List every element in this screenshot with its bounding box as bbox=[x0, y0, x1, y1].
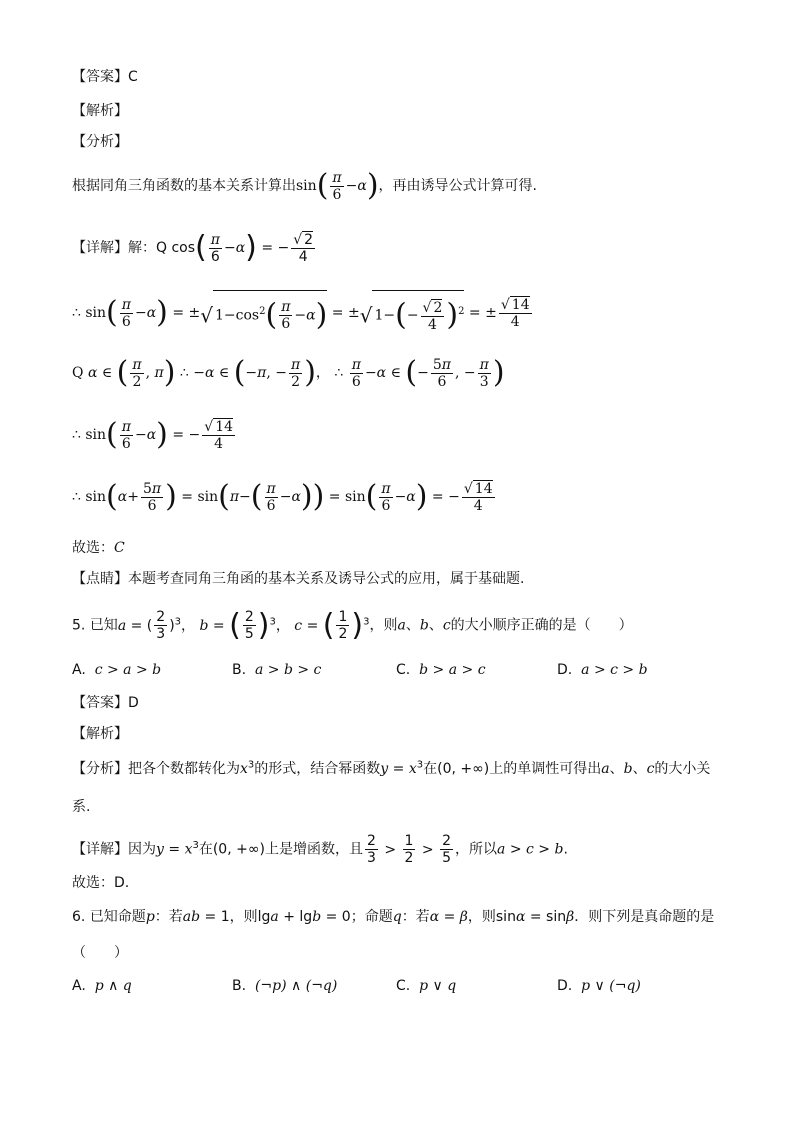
q4-detail-line2 bbox=[72, 290, 534, 337]
q5-option-c[interactable]: C. b > a > c bbox=[396, 662, 486, 678]
answer-value: C bbox=[128, 69, 138, 85]
q4-fenxi-label: 【分析】 bbox=[72, 134, 128, 150]
q5-option-b[interactable]: B. a > b > c bbox=[232, 662, 322, 678]
q5-option-d[interactable]: D. a > c > b bbox=[557, 662, 648, 678]
q4-answer bbox=[72, 66, 138, 86]
math-final: ∴ sin(α+ $\frac{5\pi}{6}$ ) = sin(π−( $\frac{\pi}{6}$ −α)) = sin( $\frac{\pi}{6}$ −α) = − $\frac{√ 14}{4}$ bbox=[72, 479, 493, 514]
math-abc-def: a = ( $\frac{2}{3}$ )$^3$， b = ( $\frac{2}{5}$ )$^3$， c = ( $\frac{1}{2}$ )$^3$ bbox=[117, 607, 370, 643]
q4-detail-line5 bbox=[72, 476, 497, 518]
q6-option-c[interactable]: C. p ∨ q bbox=[396, 978, 457, 994]
math-sin-value: ∴ sin( $\frac{\pi}{6}$ −α) = − $\frac{√ 14}{4}$ bbox=[72, 417, 234, 452]
q6-option-d[interactable]: D. p ∨ (¬q) bbox=[557, 978, 641, 994]
q5-option-a[interactable]: A. c > a > b bbox=[72, 662, 162, 678]
math-cos-given: Q cos( $\frac{\pi}{6}$ −α) = − $\frac{√ 2}{4}$ bbox=[156, 230, 314, 265]
detail-label: 【详解】 bbox=[72, 240, 128, 256]
q6-paren: （ ） bbox=[72, 945, 128, 961]
q4-choose: 故选：C bbox=[72, 540, 125, 556]
q4-detail-line3: Q α ∈ ( $\frac{\pi}{2}$ , π) ∴ −α ∈ (−π, − $\frac{\pi}{2}$ )， ∴ $\frac{\pi}{6}$ −α ∈ (− $\frac{5\pi}{6}$ , − $\frac{\pi}{3}$ ) bbox=[72, 355, 505, 390]
q6-option-b[interactable]: B. (¬p) ∧ (¬q) bbox=[232, 978, 338, 994]
q6-option-a[interactable]: A. p ∧ q bbox=[72, 978, 132, 994]
q6-stem: 6. 已知命题p：若ab = 1，则lga + lgb = 0；命题q：若α = β，则sinα = sinβ．则下列是真命题的是 bbox=[72, 909, 715, 925]
math-sin-sqrt: ∴ sin( $\frac{\pi}{6}$ −α) = ±√ $1-\cos^2$( $\frac{\pi}{6}$ −α) = ±√ 1−(− $\frac{√ 2}{4}$ )$^2$ = ± $\frac{√ 14}{4}$ bbox=[72, 305, 534, 321]
q4-comment: 【点睛】本题考查同角三角函的基本关系及诱导公式的应用，属于基础题. bbox=[72, 571, 525, 587]
answer-label: 【答案】 bbox=[72, 69, 128, 85]
q5-fenxi-cont: 系. bbox=[72, 799, 91, 815]
q4-detail-line1: 【详解】解：Q cos( $\frac{\pi}{6}$ −α) = − $\frac{√ 2}{4}$ bbox=[72, 228, 317, 268]
q5-fenxi: 【分析】把各个数都转化为$x^3$的形式，结合幂函数$y = x^3$在(0, +∞)上的单调性可得出a、b、c的大小关 bbox=[72, 759, 711, 777]
q5-choose: 故选：D. bbox=[72, 875, 130, 891]
q5-detail: 【详解】因为$y = x^3$在(0, +∞)上是增函数，且 $\frac{2}{3}$ > $\frac{1}{2}$ > $\frac{2}{5}$ ，所以a > c > b. bbox=[72, 833, 568, 867]
q4-fenxi-text: 根据同角三角函数的基本关系计算出sin( $\frac{\pi}{6}$ −α)，再由诱导公式计算可得. bbox=[72, 168, 537, 203]
q4-analysis-label: 【解析】 bbox=[72, 103, 128, 119]
math-shift-range: ∴ $\frac{\pi}{6}$ −α ∈ (− $\frac{5\pi}{6}$ , − $\frac{\pi}{3}$ ) bbox=[329, 355, 505, 390]
math-compare: $\frac{2}{3}$ > $\frac{1}{2}$ > $\frac{2}{5}$ bbox=[366, 833, 452, 867]
q5-analysis-label: 【解析】 bbox=[72, 726, 128, 742]
math-sin-expr: sin( $\frac{\pi}{6}$ −α) bbox=[296, 168, 379, 203]
q5-stem: 5. 已知a = ( $\frac{2}{3}$ )$^3$， b = ( $\frac{2}{5}$ )$^3$， c = ( $\frac{1}{2}$ )$^3$，则a、b、c的大小顺序正确的是（ ） bbox=[72, 607, 633, 643]
comment-label: 【点睛】 bbox=[72, 571, 128, 587]
q4-detail-line4 bbox=[72, 414, 237, 456]
q5-answer: 【答案】D bbox=[72, 695, 139, 711]
math-alpha-range: Q α ∈ ( $\frac{\pi}{2}$ , π) ∴ −α ∈ (−π, − $\frac{\pi}{2}$ ) bbox=[72, 355, 316, 390]
